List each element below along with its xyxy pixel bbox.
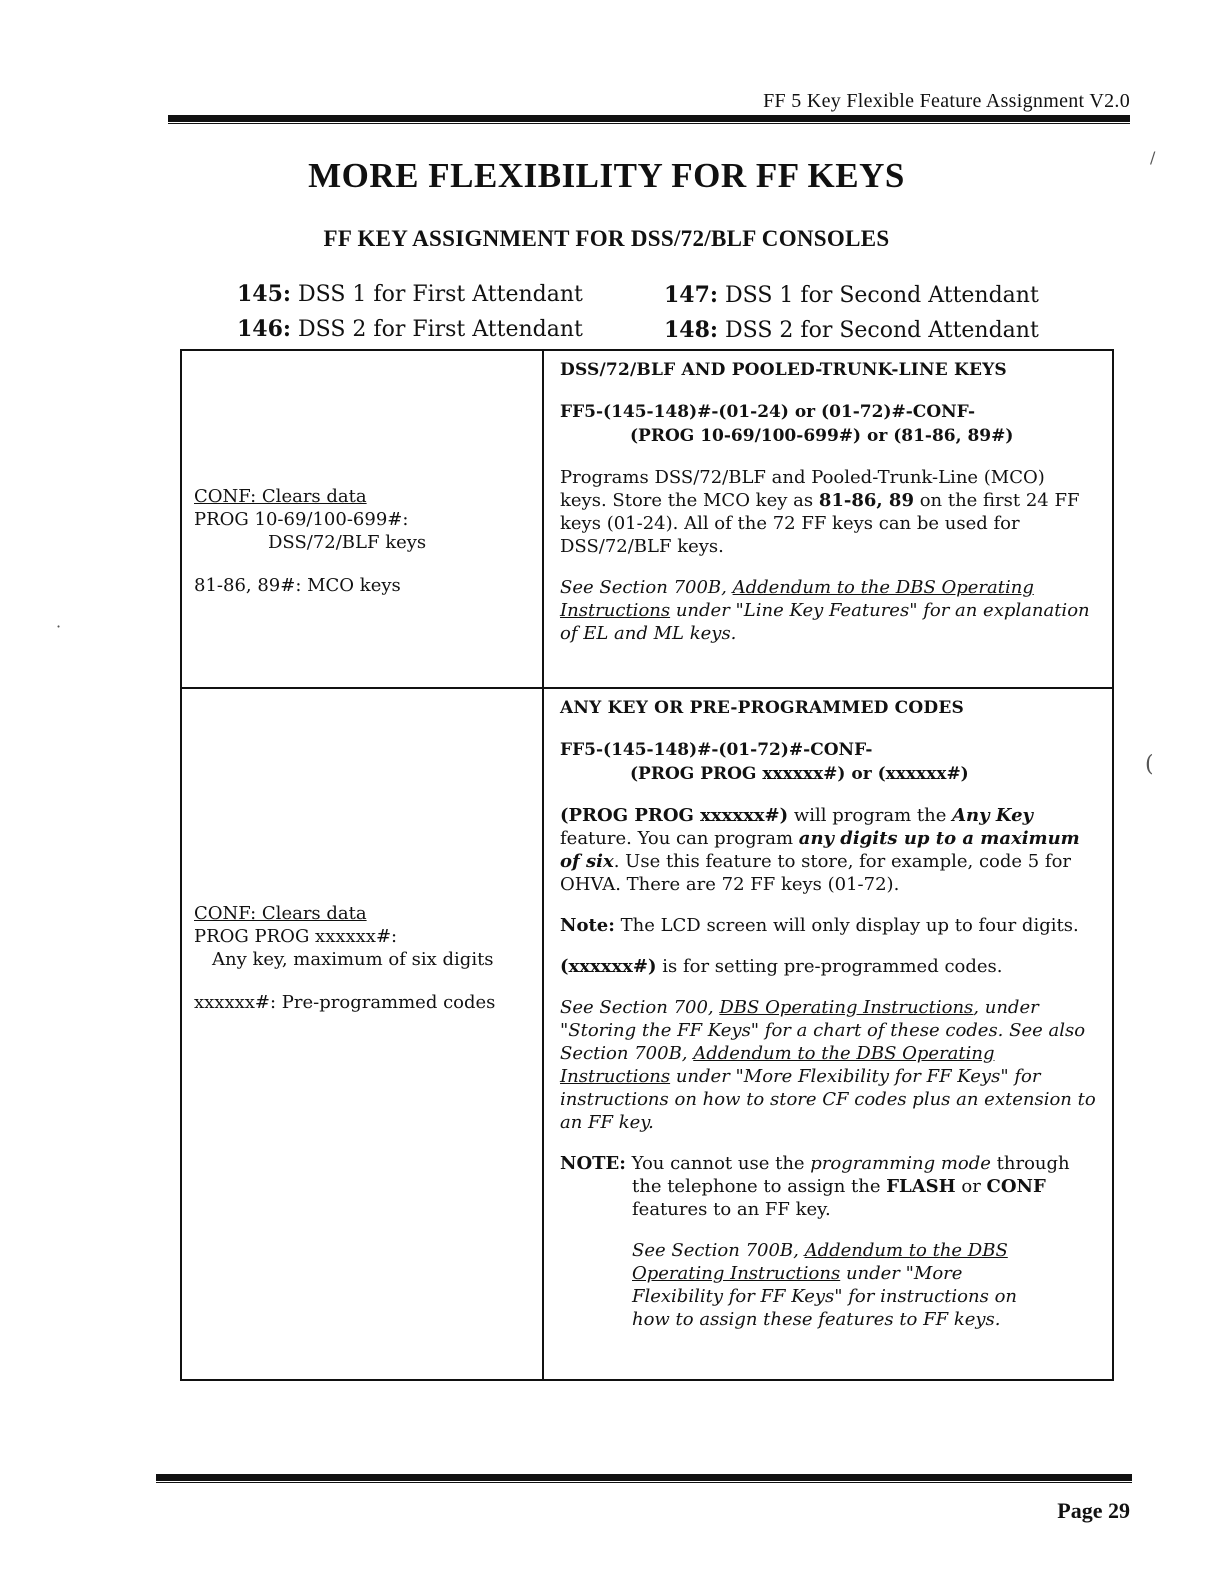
text-run: under "More Flexibility for FF Keys" for instructions on how to assign these features to FF keys.: [632, 1263, 1018, 1330]
section-heading: ANY KEY OR PRE-PROGRAMMED CODES: [560, 698, 964, 718]
text-run: will program the: [788, 805, 953, 826]
right-detail-cell: [543, 688, 1113, 1380]
scan-mark: (: [1145, 752, 1154, 777]
reference-paragraph: [560, 576, 1096, 645]
page-number: Page 29: [1057, 1498, 1130, 1523]
reference-title: Addendum to the DBS Operating Instructions: [632, 1240, 1008, 1284]
description-paragraph: [560, 466, 1096, 558]
text-run: through the telephone to assign the: [632, 1153, 1070, 1197]
text-run-bold: FLASH: [886, 1176, 956, 1197]
text-run: See Section 700B,: [632, 1240, 805, 1261]
reference-paragraph: [560, 1239, 1096, 1331]
scan-mark: /: [1150, 148, 1156, 167]
left-summary-cell: [181, 350, 543, 688]
text-run-bold: any digits up to a maximum of six: [560, 828, 1080, 872]
code-number: 147:: [664, 282, 719, 308]
page-title: MORE FLEXIBILITY FOR FF KEYS: [308, 156, 905, 195]
text-run: You cannot use the: [625, 1153, 811, 1174]
command-line: FF5-(145-148)#-(01-24) or (01-72)#-CONF-: [560, 402, 976, 422]
description-paragraph: [560, 955, 1096, 978]
page-subtitle: FF KEY ASSIGNMENT FOR DSS/72/BLF CONSOLES: [323, 226, 890, 251]
prog-description: DSS/72/BLF keys: [268, 532, 427, 553]
command-line: (PROG 10-69/100-699#) or (81-86, 89#): [630, 426, 1014, 446]
prog-label: PROG 10-69/100-699#:: [194, 509, 409, 530]
command-syntax: [560, 738, 1096, 786]
code-number: 148:: [664, 317, 719, 343]
prog-description: Any key, maximum of six digits: [212, 949, 494, 970]
text-run-bold: (xxxxxx#): [560, 956, 657, 977]
mco-label: 81-86, 89#: MCO keys: [194, 575, 401, 596]
code-item: [664, 317, 1039, 343]
text-run-bold: CONF: [986, 1176, 1046, 1197]
text-run: See Section 700B,: [560, 577, 733, 598]
text-run-bold: 81-86, 89: [818, 490, 914, 511]
text-run: under "More Flexibility for FF Keys" for instructions on how to store CF codes plus an extension to an FF key.: [560, 1066, 1096, 1133]
text-run: features to an FF key.: [632, 1199, 831, 1220]
code-item: [664, 282, 1039, 308]
note-paragraph: [560, 1152, 1096, 1221]
running-header: FF 5 Key Flexible Feature Assignment V2.0: [763, 90, 1130, 112]
header-rule: [168, 115, 1130, 122]
text-run-bold: (PROG PROG xxxxxx#): [560, 805, 789, 826]
text-run: See Section 700,: [560, 997, 720, 1018]
text-run: under "Line Key Features" for an explanation of EL and ML keys.: [560, 600, 1090, 644]
code-number: 145:: [237, 281, 292, 307]
conf-label: CONF: Clears data: [194, 486, 367, 507]
command-line: FF5-(145-148)#-(01-72)#-CONF-: [560, 740, 873, 760]
text-run: The LCD screen will only display up to four digits.: [614, 915, 1079, 936]
text-run: on the first 24 FF keys (01-24). All of the 72 FF keys can be used for DSS/72/BLF keys.: [560, 490, 1080, 557]
feature-table: [180, 349, 1114, 1381]
text-run: is for setting pre-programmed codes.: [656, 956, 1003, 977]
code-description: DSS 1 for First Attendant: [298, 282, 583, 307]
reference-title: Addendum to the DBS Operating Instructions: [560, 1043, 995, 1087]
section-heading: DSS/72/BLF AND POOLED-TRUNK-LINE KEYS: [560, 360, 1007, 380]
text-run-bold: Any Key: [952, 805, 1034, 826]
scan-mark: ·: [56, 617, 62, 636]
note-paragraph: [560, 914, 1096, 937]
table-row: [181, 350, 1113, 688]
code-description: DSS 2 for First Attendant: [298, 317, 583, 342]
description-paragraph: [560, 804, 1096, 896]
left-summary: [194, 902, 495, 1014]
right-detail-cell: [543, 350, 1113, 688]
code-description: DSS 1 for Second Attendant: [725, 283, 1039, 308]
left-summary: [194, 485, 426, 597]
command-line: (PROG PROG xxxxxx#) or (xxxxxx#): [630, 764, 969, 784]
code-description: DSS 2 for Second Attendant: [725, 318, 1039, 343]
text-run: or: [955, 1176, 987, 1197]
reference-title: DBS Operating Instructions: [719, 997, 974, 1018]
header-rule-thin: [168, 123, 1130, 124]
reference-title: Addendum to the DBS Operating Instructions: [560, 577, 1034, 621]
pre-programmed-label: xxxxxx#: Pre-programmed codes: [194, 992, 496, 1013]
table-row: [181, 688, 1113, 1380]
footer-rule-thin: [156, 1482, 1132, 1483]
command-syntax: [560, 400, 1096, 448]
code-item: [237, 316, 583, 342]
left-summary-cell: [181, 688, 543, 1380]
text-run: Programs DSS/72/BLF and Pooled-Trunk-Line (MCO) keys. Store the MCO key as: [560, 467, 1045, 511]
code-item: [237, 281, 583, 307]
code-number: 146:: [237, 316, 292, 342]
conf-label: CONF: Clears data: [194, 903, 367, 924]
text-run: feature. You can program: [560, 828, 799, 849]
text-run: . Use this feature to store, for example, code 5 for OHVA. There are 72 FF keys (01-72).: [560, 851, 1072, 895]
text-run: , under "Storing the FF Keys" for a chart of these codes. See also Section 700B,: [560, 997, 1086, 1064]
note-label: NOTE:: [560, 1153, 626, 1174]
note-label: Note:: [560, 915, 615, 936]
prog-label: PROG PROG xxxxxx#:: [194, 926, 398, 947]
reference-paragraph: [560, 996, 1096, 1134]
footer-rule: [156, 1474, 1132, 1481]
text-run: programming mode: [810, 1153, 991, 1174]
